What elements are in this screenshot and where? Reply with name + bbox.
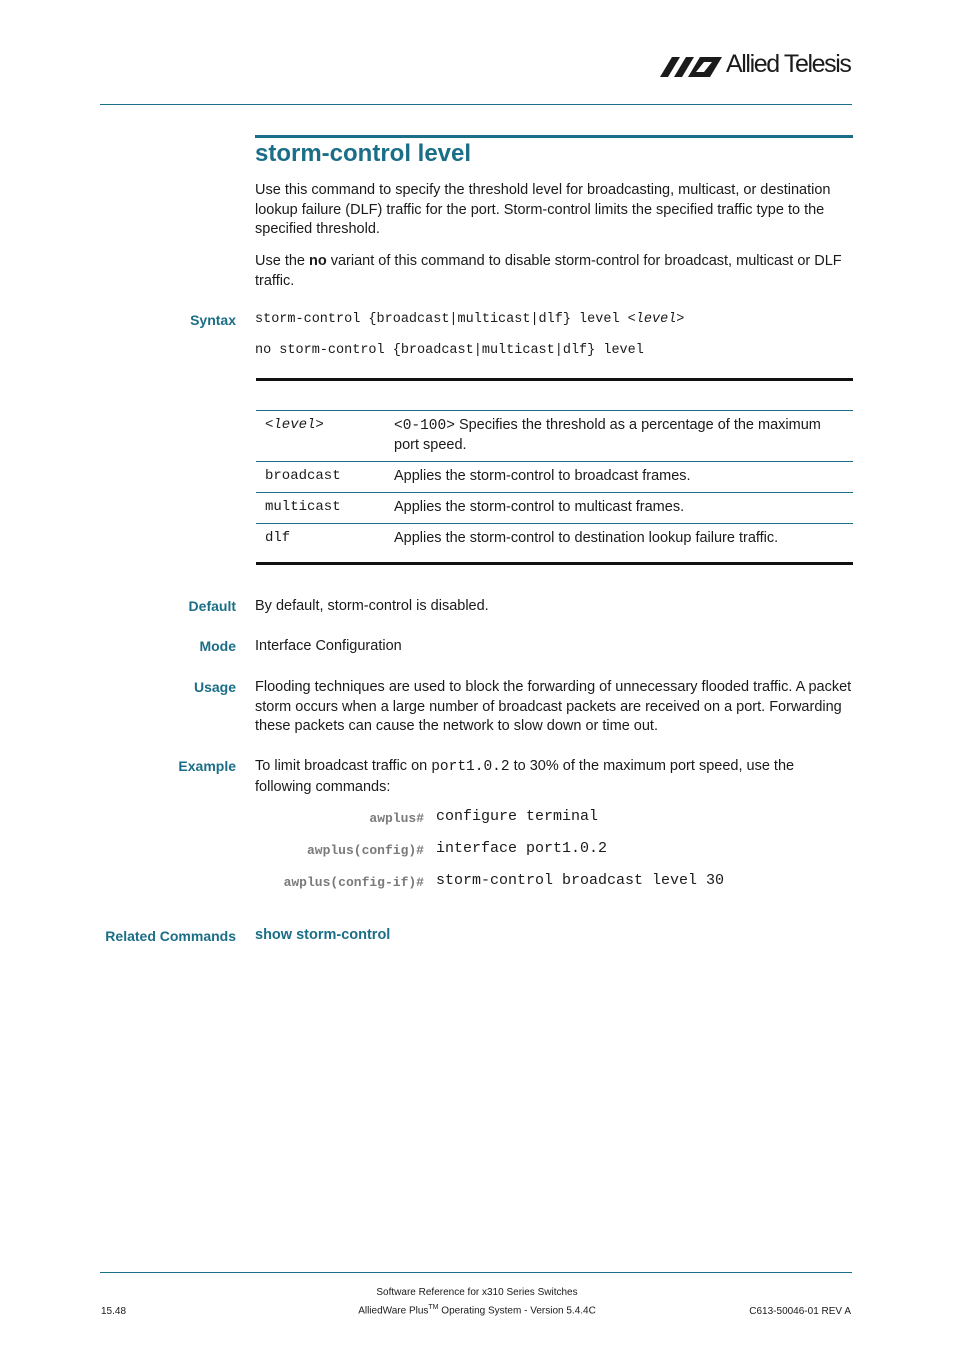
related-command-link[interactable]: show storm-control bbox=[255, 927, 391, 943]
intro-paragraph-2: Use the no variant of this command to disable storm-control for broadcast, multicast or DLF traffic. bbox=[255, 253, 842, 289]
footer-rule bbox=[100, 1272, 852, 1273]
mode-text: Interface Configuration bbox=[255, 638, 402, 654]
example-command-1: configure terminal bbox=[436, 808, 599, 825]
example-command-3: storm-control broadcast level 30 bbox=[436, 872, 725, 889]
table-row bbox=[256, 462, 853, 493]
intro-paragraph-1: Use this command to specify the threshold level for broadcasting, multicast, or destination lookup failure (DLF) traffic for the port. Storm-control limits the specified traffic type to the specified threshold. bbox=[255, 182, 831, 237]
footer-title: Software Reference for x310 Series Switches bbox=[376, 1287, 578, 1298]
footer-product: AlliedWare Plus™ Operating System - Version 5.4.4C bbox=[358, 1304, 596, 1317]
syntax-line-2: no storm-control {broadcast|multicast|dlf} level bbox=[255, 343, 644, 358]
table-row bbox=[256, 524, 853, 555]
table-row bbox=[256, 493, 853, 524]
usage-label: Usage bbox=[193, 679, 236, 695]
no-keyword: no bbox=[309, 253, 327, 269]
footer-doc-id: C613-50046-01 REV A bbox=[749, 1306, 851, 1317]
logo-text: Allied Telesis bbox=[726, 50, 851, 78]
table-row bbox=[256, 411, 853, 462]
default-label: Default bbox=[188, 598, 236, 614]
param-range: <0-100> bbox=[394, 418, 455, 434]
parameter-table bbox=[256, 410, 853, 554]
logo bbox=[660, 50, 855, 80]
param-desc: Applies the storm-control to broadcast frames. bbox=[394, 468, 691, 484]
example-prompt-3: awplus(config-if)# bbox=[283, 875, 424, 890]
example-port: port1.0.2 bbox=[431, 759, 510, 775]
syntax-label: Syntax bbox=[190, 312, 236, 328]
param-name: multicast bbox=[265, 499, 341, 515]
param-name: broadcast bbox=[265, 468, 341, 484]
param-name: dlf bbox=[265, 530, 291, 546]
related-commands-label: Related Commands bbox=[105, 928, 236, 944]
example-label: Example bbox=[178, 758, 236, 774]
title-rule bbox=[255, 135, 853, 138]
example-command-2: interface port1.0.2 bbox=[436, 840, 608, 857]
param-desc: Specifies the threshold as a percentage of the maximum port speed. bbox=[394, 417, 821, 453]
example-text: To limit broadcast traffic on port1.0.2 to 30% of the maximum port speed, use the following commands: bbox=[255, 758, 795, 795]
table-top-rule bbox=[256, 378, 853, 381]
default-text: By default, storm-control is disabled. bbox=[255, 598, 489, 614]
footer-page-number: 15.48 bbox=[101, 1306, 127, 1317]
table-bottom-rule bbox=[256, 562, 853, 565]
allied-telesis-logo-icon bbox=[660, 53, 722, 79]
header-rule bbox=[100, 104, 852, 105]
example-prompt-1: awplus# bbox=[369, 811, 424, 826]
mode-label: Mode bbox=[199, 638, 236, 654]
example-prompt-2: awplus(config)# bbox=[306, 843, 424, 858]
param-desc: Applies the storm-control to destination lookup failure traffic. bbox=[394, 530, 779, 546]
syntax-line-1: storm-control {broadcast|multicast|dlf} level <level> bbox=[255, 312, 685, 327]
page-title: storm-control level bbox=[255, 140, 472, 167]
usage-text: Flooding techniques are used to block the forwarding of unnecessary flooded traffic. A packet storm occurs when a large number of broadcast packets are received on a port. Forwarding these packets can cause the network to slow down or time out. bbox=[255, 679, 852, 734]
param-desc: Applies the storm-control to multicast frames. bbox=[394, 499, 685, 515]
syntax-level-param: <level> bbox=[627, 312, 685, 327]
param-name: <level> bbox=[265, 417, 324, 433]
